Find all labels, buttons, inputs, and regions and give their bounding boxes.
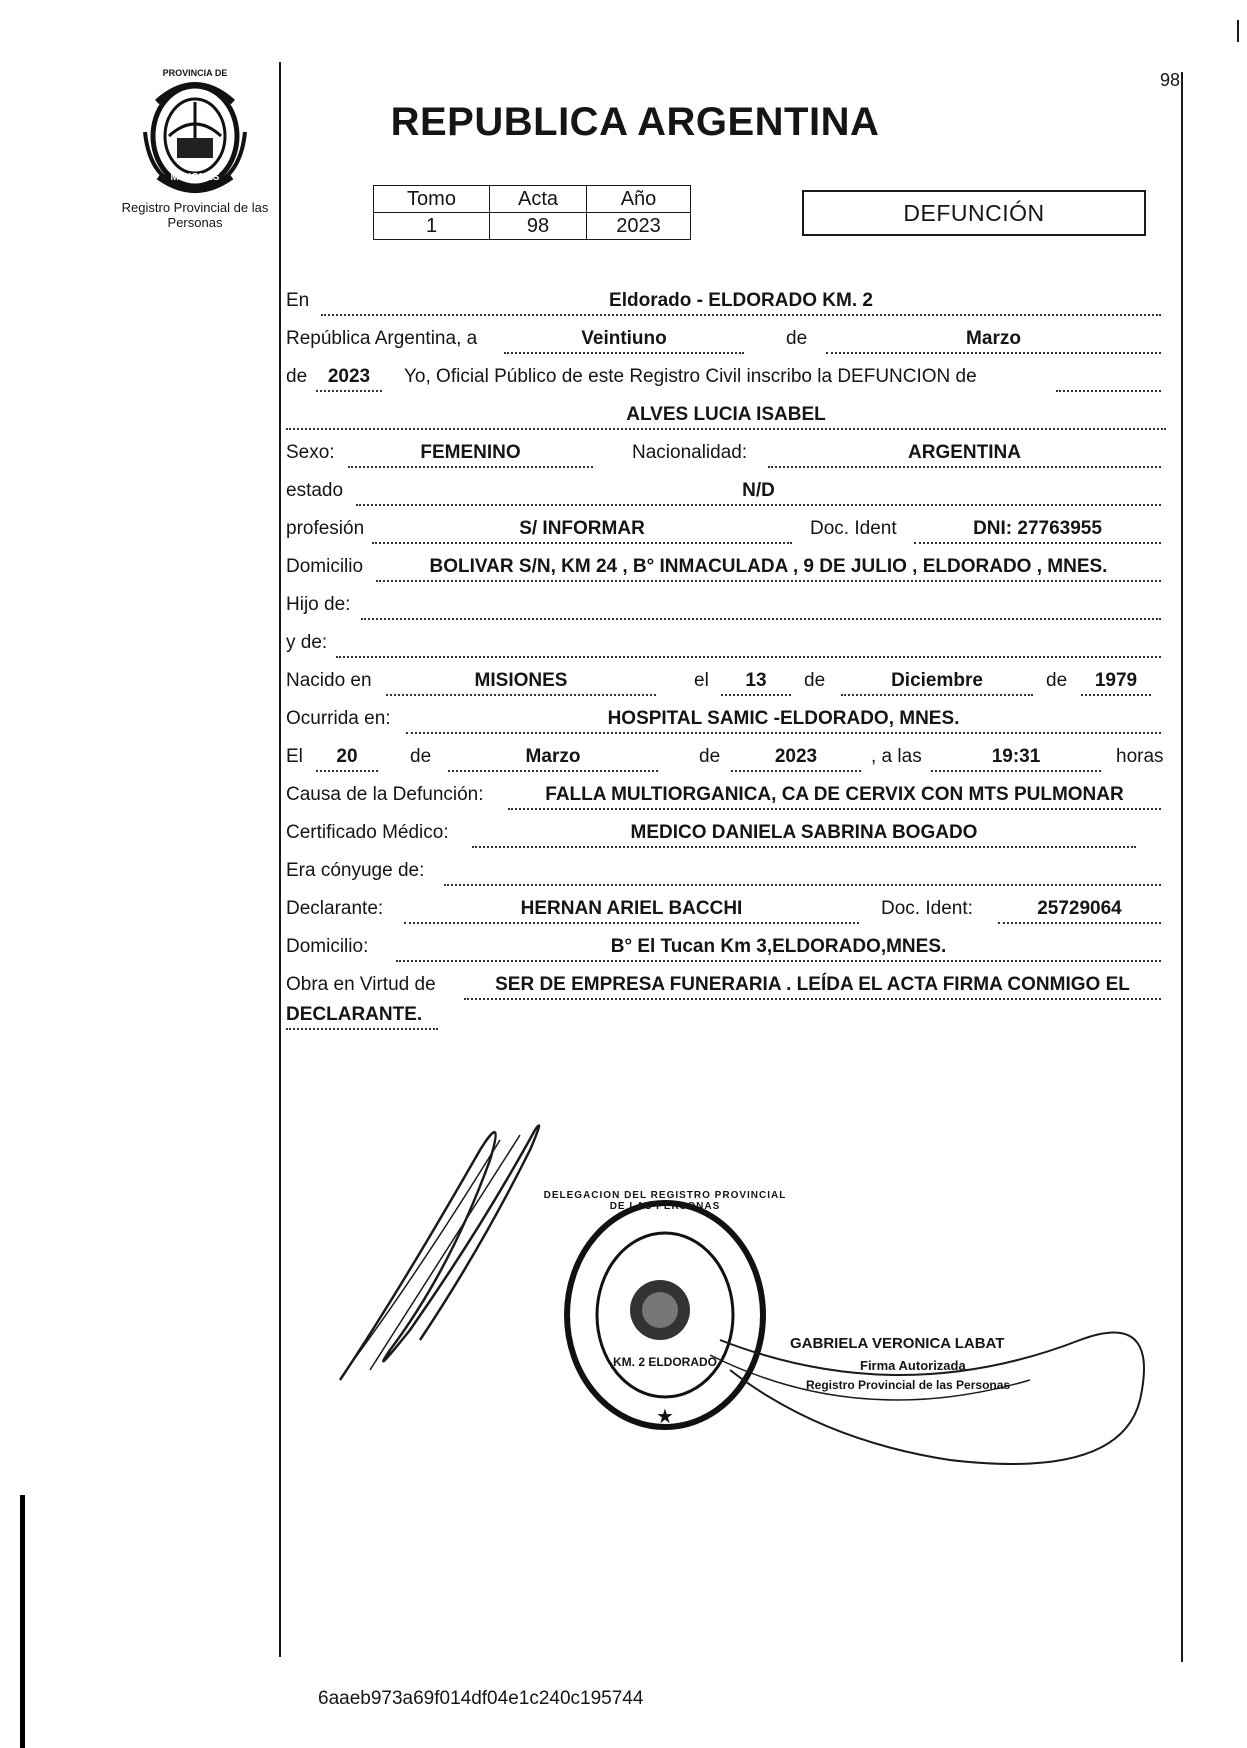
sexo-label: Sexo: (286, 442, 335, 463)
obra-label: Obra en Virtud de (286, 974, 436, 995)
republica-label: República Argentina, a (286, 328, 478, 349)
de3-label: de (804, 670, 826, 691)
line-yde (286, 624, 1166, 660)
alas-label: , a las (871, 746, 922, 767)
anio-header: Año (587, 186, 691, 213)
estado-value: N/D (742, 480, 775, 501)
nacido-label: Nacido en (286, 670, 372, 691)
docident-value: DNI: 27763955 (973, 518, 1102, 539)
line-domicilio (286, 548, 1166, 584)
line-nombre (286, 396, 1166, 432)
el-label: el (694, 670, 709, 691)
svg-text:★: ★ (656, 1406, 674, 1428)
line-republica (286, 320, 1166, 356)
de-label: de (786, 328, 808, 349)
declarant-signature (330, 1110, 590, 1390)
acta-value: 98 (490, 213, 587, 240)
line-ocurrida (286, 700, 1166, 736)
declarante-value: HERNAN ARIEL BACCHI (520, 898, 743, 919)
obra-value-1: SER DE EMPRESA FUNERARIA . LEÍDA EL ACTA FIRMA CONMIGO EL (495, 974, 1130, 995)
mes-value: Marzo (966, 328, 1021, 349)
def-anio-value: 2023 (774, 746, 818, 767)
def-dia-value: 20 (336, 746, 358, 767)
line-certificado (286, 814, 1166, 850)
official-signature (700, 1260, 1160, 1490)
domicilio-value: BOLIVAR S/N, KM 24 , B° INMACULADA , 9 DE JULIO , ELDORADO , MNES. (429, 556, 1108, 577)
emblem-seal-text-top: PROVINCIA DE (162, 68, 228, 78)
obra-value-2: DECLARANTE. (286, 1004, 423, 1025)
inscribo-text: Yo, Oficial Público de este Registro Civil inscribo la DEFUNCION de (404, 366, 977, 387)
profesion-label: profesión (286, 518, 365, 539)
stamp-inner-text: KM. 2 ELDORADO (612, 1355, 717, 1369)
de6-label: de (699, 746, 721, 767)
ocurrida-label: Ocurrida en: (286, 708, 391, 729)
line-obra-cont (286, 996, 1166, 1032)
causa-value: FALLA MULTIORGANICA, CA DE CERVIX CON MTS PULMONAR (545, 784, 1124, 805)
nac-anio-value: 1979 (1094, 670, 1138, 691)
nac-dia-value: 13 (745, 670, 767, 691)
domicilio2-value: B° El Tucan Km 3,ELDORADO,MNES. (610, 936, 947, 957)
dia-value: Veintiuno (581, 328, 667, 349)
line-profesion (286, 510, 1166, 546)
en-value: Eldorado - ELDORADO KM. 2 (609, 290, 873, 311)
de2-label: de (286, 366, 308, 387)
nacionalidad-value: ARGENTINA (908, 442, 1021, 463)
de5-label: de (410, 746, 432, 767)
line-conyuge (286, 852, 1166, 888)
profesion-value: S/ INFORMAR (519, 518, 645, 539)
sexo-value: FEMENINO (420, 442, 521, 463)
official-office: Registro Provincial de las Personas (806, 1378, 1011, 1392)
anio-value: 2023 (587, 213, 691, 240)
right-margin-rule (1181, 72, 1183, 1662)
acta-header: Acta (490, 186, 587, 213)
def-hora-value: 19:31 (991, 746, 1041, 767)
horas-label: horas (1116, 746, 1164, 767)
line-sexo (286, 434, 1166, 470)
certificado-value: MEDICO DANIELA SABRINA BOGADO (630, 822, 978, 843)
official-role: Firma Autorizada (860, 1358, 966, 1373)
line-domicilio2 (286, 928, 1166, 964)
docident-label: Doc. Ident (810, 518, 897, 539)
def-mes-value: Marzo (525, 746, 581, 767)
docident2-value: 25729064 (1037, 898, 1122, 919)
en-label: En (286, 290, 310, 311)
certificado-label: Certificado Médico: (286, 822, 449, 843)
domicilio-label: Domicilio (286, 556, 364, 577)
docident2-label: Doc. Ident: (881, 898, 973, 919)
nac-mes-value: Diciembre (891, 670, 983, 691)
domicilio2-label: Domicilio: (286, 936, 369, 957)
yde-label: y de: (286, 632, 328, 653)
line-declarante (286, 890, 1166, 926)
line-nacido (286, 662, 1166, 698)
left-margin-rule (279, 62, 281, 1657)
estado-label: estado (286, 480, 344, 501)
el2-label: El (286, 746, 303, 767)
registry-label: Registro Provincial de las Personas (121, 200, 269, 230)
emblem-seal-text-bottom: MISIONES (170, 172, 220, 183)
act-type-box: DEFUNCIÓN (802, 190, 1146, 236)
causa-label: Causa de la Defunción: (286, 784, 484, 805)
page-title: REPUBLICA ARGENTINA (390, 100, 880, 144)
scan-edge-mark-top (1237, 20, 1239, 42)
line-estado (286, 472, 1166, 508)
de4-label: de (1046, 670, 1068, 691)
stamp-ring-text: DELEGACION DEL REGISTRO PROVINCIAL DE LAS PERSONAS (543, 1190, 787, 1212)
conyuge-label: Era cónyuge de: (286, 860, 425, 881)
nombre-value: ALVES LUCIA ISABEL (626, 404, 826, 425)
ocurrida-value: HOSPITAL SAMIC -ELDORADO, MNES. (607, 708, 960, 729)
nacionalidad-label: Nacionalidad: (632, 442, 748, 463)
line-causa (286, 776, 1166, 812)
line-fecha (286, 738, 1166, 774)
tomo-header: Tomo (374, 186, 490, 213)
line-hijo (286, 586, 1166, 622)
line-inscribo (286, 358, 1166, 394)
nacido-value: MISIONES (474, 670, 568, 691)
document-hash: 6aaeb973a69f014df04e1c240c195744 (318, 1688, 644, 1709)
tomo-acta-anio-table (373, 185, 691, 240)
hijo-label: Hijo de: (286, 594, 351, 615)
tomo-value: 1 (374, 213, 490, 240)
anio-value-field: 2023 (327, 366, 371, 387)
line-en (286, 282, 1166, 318)
declarante-label: Declarante: (286, 898, 384, 919)
official-name: GABRIELA VERONICA LABAT (790, 1335, 1005, 1352)
page-number: 98 (1160, 70, 1181, 90)
scan-edge-mark (20, 1495, 25, 1748)
